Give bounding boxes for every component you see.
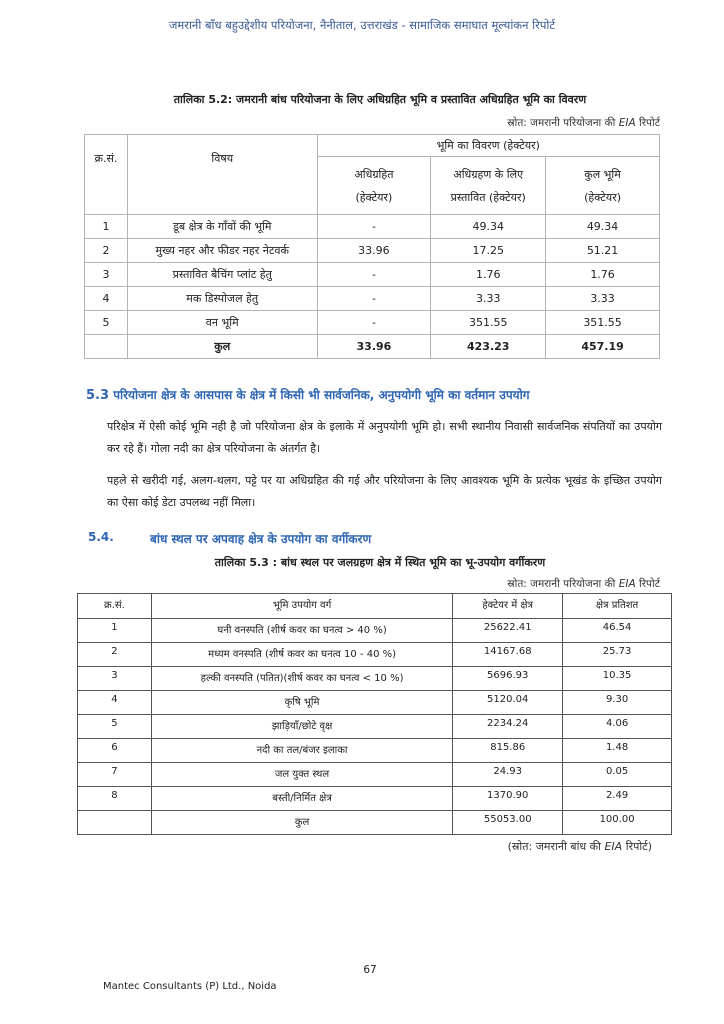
cell-sno: 1	[85, 215, 128, 239]
table-row	[78, 787, 672, 811]
header-acquired-unit: (हेक्टेयर)	[355, 190, 393, 204]
cell-area: 2234.24	[453, 715, 563, 739]
cell-sno-empty	[78, 811, 152, 835]
section-5-4-number: 5.4.	[88, 530, 114, 544]
header-proposed-unit: प्रस्तावित (हेक्टेयर)	[450, 190, 526, 204]
cell-acquired: -	[317, 311, 431, 335]
header-subject: विषय	[127, 135, 317, 215]
section-number: 5.3	[86, 388, 110, 403]
cell-area: 1370.90	[453, 787, 563, 811]
table-row	[85, 215, 660, 239]
header-total-label: कुल भूमि	[584, 167, 621, 181]
cell-sno: 4	[85, 287, 128, 311]
table-5-2	[84, 134, 660, 359]
footer-company: Mantec Consultants (P) Ltd., Noida	[103, 981, 277, 992]
cell-category: घनी वनस्पति (शीर्ष कवर का घनत्व > 40 %)	[151, 619, 452, 643]
cell-sno: 1	[78, 619, 152, 643]
source-eia: EIA	[618, 578, 636, 590]
cell-proposed: 1.76	[431, 263, 546, 287]
header-acquired-label: अधिग्रहित	[354, 167, 394, 181]
table-row	[85, 263, 660, 287]
section-5-3-para-2: पहले से खरीदी गई, अलग-थलग, पट्टे पर या अधिग्रहित की गई और परियोजना के लिए आवश्यक भूमि के प्रत्येक भूखंड के इच्छित उपयोग का ऐसा कोई डेटा उपलब्ध नहीं मिला।	[107, 474, 662, 509]
source-suffix: रिपोर्ट	[639, 578, 660, 590]
cell-category: मध्यम वनस्पति (शीर्ष कवर का घनत्व 10 - 40 %)	[151, 643, 452, 667]
table-5-2-source	[300, 116, 660, 130]
cell-category: बस्ती/निर्मित क्षेत्र	[151, 787, 452, 811]
table-total-row	[85, 335, 660, 359]
header-proposed	[431, 157, 546, 215]
cell-area: 5120.04	[453, 691, 563, 715]
cell-percent: 9.30	[563, 691, 672, 715]
header-category: भूमि उपयोग वर्ग	[151, 594, 452, 619]
table-row	[78, 643, 672, 667]
page-number: 67	[363, 964, 377, 976]
cell-sno: 5	[85, 311, 128, 335]
cell-subject: मुख्य नहर और फीडर नहर नेटवर्क	[127, 239, 317, 263]
cell-total: 3.33	[546, 287, 660, 311]
total-acquired: 33.96	[317, 335, 431, 359]
table-row	[78, 667, 672, 691]
table-5-3-caption: तालिका 5.3 : बांध स्थल पर जलग्रहण क्षेत्र में स्थित भूमि का भू-उपयोग वर्गीकरण	[214, 556, 546, 569]
total-label: कुल	[127, 335, 317, 359]
header-sno: क्र.सं.	[78, 594, 152, 619]
cell-category: नदी का तल/बंजर इलाका	[151, 739, 452, 763]
cell-total: 51.21	[546, 239, 660, 263]
cell-proposed: 3.33	[431, 287, 546, 311]
source-prefix: स्रोत: जमरानी परियोजना की	[507, 117, 616, 129]
cell-percent: 46.54	[563, 619, 672, 643]
total-proposed: 423.23	[431, 335, 546, 359]
section-5-3-para-1: परिक्षेत्र में ऐसी कोई भूमि नही है जो परियोजना क्षेत्र के इलाके में अनुपयोगी भूमि हो। सभी स्थानीय निवासी सार्वजनिक संपतियों का उपयोग कर रहे हैं। गोला नदी का क्षेत्र परियोजना के अंतर्गत है।	[107, 420, 662, 455]
header-total	[546, 157, 660, 215]
cell-sno: 7	[78, 763, 152, 787]
cell-sno: 4	[78, 691, 152, 715]
total-area: 55053.00	[453, 811, 563, 835]
cell-total: 351.55	[546, 311, 660, 335]
cell-total: 1.76	[546, 263, 660, 287]
header-acquired	[317, 157, 431, 215]
table-row	[78, 715, 672, 739]
cell-proposed: 17.25	[431, 239, 546, 263]
cell-acquired: -	[317, 263, 431, 287]
bottom-source-suffix: रिपोर्ट)	[625, 840, 652, 853]
table-row	[78, 763, 672, 787]
cell-area: 14167.68	[453, 643, 563, 667]
header-area: हेक्टेयर में क्षेत्र	[453, 594, 563, 619]
source-suffix: रिपोर्ट	[639, 117, 660, 129]
source-prefix: स्रोत: जमरानी परियोजना की	[507, 578, 616, 590]
section-title: परियोजना क्षेत्र के आसपास के क्षेत्र में किसी भी सार्वजनिक, अनुपयोगी भूमि का वर्तमान उपयोग	[113, 388, 530, 402]
cell-acquired: 33.96	[317, 239, 431, 263]
cell-percent: 0.05	[563, 763, 672, 787]
cell-subject: वन भूमि	[127, 311, 317, 335]
cell-subject: मक डिस्पोजल हेतु	[127, 287, 317, 311]
header-total-unit: (हेक्टेयर)	[584, 190, 621, 204]
cell-area: 815.86	[453, 739, 563, 763]
cell-sno: 5	[78, 715, 152, 739]
cell-percent: 25.73	[563, 643, 672, 667]
cell-proposed: 49.34	[431, 215, 546, 239]
table-row	[85, 287, 660, 311]
cell-category: कृषि भूमि	[151, 691, 452, 715]
cell-percent: 1.48	[563, 739, 672, 763]
cell-area: 25622.41	[453, 619, 563, 643]
source-eia: EIA	[618, 117, 636, 129]
table-5-3	[77, 593, 672, 835]
header-sno: क्र.सं.	[85, 135, 128, 215]
total-percent: 100.00	[563, 811, 672, 835]
bottom-source-prefix: (स्रोत: जमरानी बांध की	[507, 840, 601, 853]
cell-subject: प्रस्तावित बैचिंग प्लांट हेतु	[127, 263, 317, 287]
cell-area: 24.93	[453, 763, 563, 787]
cell-percent: 2.49	[563, 787, 672, 811]
total-label: कुल	[151, 811, 452, 835]
cell-sno: 2	[85, 239, 128, 263]
cell-percent: 4.06	[563, 715, 672, 739]
header-land-group: भूमि का विवरण (हेक्टेयर)	[317, 135, 659, 157]
cell-category: हल्की वनस्पति (पतित)(शीर्ष कवर का घनत्व < 10 %)	[151, 667, 452, 691]
section-5-4-title: बांध स्थल पर अपवाह क्षेत्र के उपयोग का वर्गीकरण	[150, 532, 372, 546]
cell-category: झाड़ियाँ/छोटे वृक्ष	[151, 715, 452, 739]
table-row	[85, 311, 660, 335]
cell-total: 49.34	[546, 215, 660, 239]
table-total-row	[78, 811, 672, 835]
table-5-2-caption: तालिका 5.2: जमरानी बांध परियोजना के लिए अधिग्रहित भूमि व प्रस्तावित अधिग्रहित भूमि का विवरण	[173, 93, 587, 106]
cell-acquired: -	[317, 215, 431, 239]
table-5-3-bottom-source	[300, 839, 652, 854]
cell-percent: 10.35	[563, 667, 672, 691]
table-row	[78, 691, 672, 715]
cell-subject: डूब क्षेत्र के गाँवों की भूमि	[127, 215, 317, 239]
cell-sno: 3	[78, 667, 152, 691]
table-5-3-source	[300, 577, 660, 591]
cell-sno: 2	[78, 643, 152, 667]
cell-proposed: 351.55	[431, 311, 546, 335]
cell-sno: 3	[85, 263, 128, 287]
total-total: 457.19	[546, 335, 660, 359]
cell-acquired: -	[317, 287, 431, 311]
header-percent: क्षेत्र प्रतिशत	[563, 594, 672, 619]
table-row	[78, 739, 672, 763]
section-5-3-heading	[86, 386, 686, 403]
table-row	[78, 619, 672, 643]
header-proposed-label: अधिग्रहण के लिए	[453, 167, 524, 181]
cell-category: जल युक्त स्थल	[151, 763, 452, 787]
cell-sno: 6	[78, 739, 152, 763]
bottom-source-eia: EIA	[604, 840, 623, 853]
cell-sno-empty	[85, 335, 128, 359]
cell-sno: 8	[78, 787, 152, 811]
running-header: जमरानी बाँध बहुउद्देशीय परियोजना, नैनीताल, उत्तराखंड - सामाजिक समाघात मूल्यांकन रिपोर्ट	[168, 18, 556, 32]
table-row	[85, 239, 660, 263]
cell-area: 5696.93	[453, 667, 563, 691]
